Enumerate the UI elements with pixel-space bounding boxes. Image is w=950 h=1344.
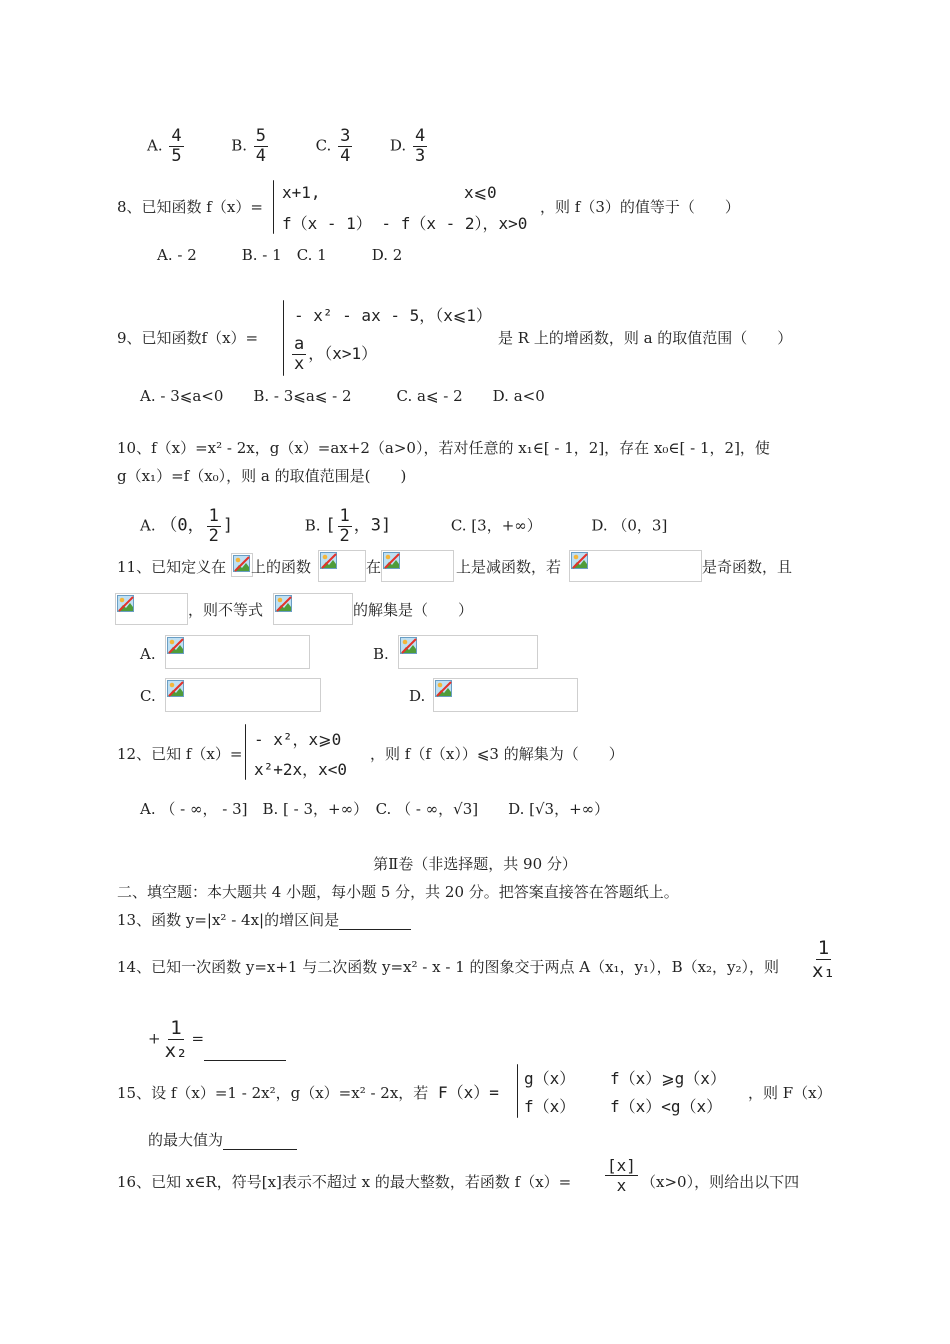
option-d-label: D. bbox=[389, 136, 407, 155]
q9-fraction: $\frac{a}{x}$ bbox=[294, 334, 305, 374]
q12-suffix: ，则 f（f（x））⩽3 的解集为（ ） bbox=[370, 745, 624, 763]
option-b-fraction: $\frac{5}{4}$ bbox=[255, 126, 267, 166]
q16-fraction: $\frac{[x]}{x}$ bbox=[607, 1156, 636, 1195]
answer-blank bbox=[204, 1044, 286, 1061]
q16-prefix: 16、已知 x∈R，符号[x]表示不超过 x 的最大整数，若函数 f（x）= bbox=[117, 1173, 572, 1191]
q11-option-d: D. bbox=[409, 687, 426, 705]
q14-line2: + $\frac{1}{\text{x₂}}$ = bbox=[148, 1018, 286, 1061]
broken-image-icon bbox=[231, 553, 253, 577]
q11-text-7: 的解集是（ ） bbox=[353, 601, 474, 619]
left-brace-icon bbox=[512, 1062, 522, 1120]
q14-text: 14、已知一次函数 y=x+1 与二次函数 y=x² - x - 1 的图象交于两点 A（x₁，y₁），B（x₂，y₂），则 bbox=[117, 958, 780, 976]
q9-options: A. - 3⩽a<0 B. - 3⩽a⩽ - 2 C. a⩽ - 2 D. a<0 bbox=[140, 387, 545, 405]
q8-piecewise: x+1, x⩽0 f（x - 1） - f（x - 2），x>0 bbox=[268, 178, 538, 236]
answer-blank bbox=[339, 913, 411, 930]
option-c-fraction: $\frac{3}{4}$ bbox=[340, 126, 351, 166]
broken-image-icon bbox=[165, 635, 310, 669]
q11-option-a: A. bbox=[140, 645, 156, 663]
q8-options: A. - 2 B. - 1 C. 1 D. 2 bbox=[157, 246, 403, 264]
q11-text-6: ，则不等式 bbox=[188, 601, 264, 619]
q8-prefix: 8、已知函数 f（x）= bbox=[117, 198, 263, 216]
option-c-label: C. bbox=[315, 136, 332, 155]
q9-prefix: 9、已知函数f（x）= bbox=[117, 329, 259, 347]
q10-line2: g（x₁）=f（x₀），则 a 的取值范围是( ) bbox=[117, 467, 407, 485]
q15-prefix: 15、设 f（x）=1 - 2x²，g（x）=x² - 2x，若 bbox=[117, 1084, 429, 1102]
broken-image-icon bbox=[398, 635, 538, 669]
option-a-fraction: $\frac{4}{5}$ bbox=[171, 126, 182, 166]
q9-piecewise: - x² - ax - 5，（x⩽1） $\frac{a}{x}$ ，（x>1） bbox=[278, 298, 493, 378]
q15-suffix: ，则 F（x） bbox=[748, 1084, 832, 1102]
q11-text-1: 11、已知定义在 bbox=[117, 558, 227, 576]
broken-image-icon bbox=[318, 550, 366, 582]
q11-text-5: 是奇函数，且 bbox=[702, 558, 793, 576]
left-brace-icon bbox=[240, 722, 250, 782]
broken-image-icon bbox=[381, 550, 454, 582]
option-b-label: B. bbox=[231, 136, 247, 155]
q14-fraction-1: $\frac{1}{\text{x₁}}$ bbox=[812, 937, 835, 982]
q11-text-3: 在 bbox=[366, 558, 382, 576]
broken-image-icon bbox=[433, 678, 578, 712]
broken-image-icon bbox=[273, 593, 353, 625]
q11-option-b: B. bbox=[373, 645, 389, 663]
q11-text-2: 上的函数 bbox=[251, 558, 312, 576]
q9-suffix: 是 R 上的增函数，则 a 的取值范围（ ） bbox=[498, 329, 793, 347]
q12-piecewise: - x²，x⩾0 x²+2x，x<0 bbox=[240, 722, 370, 782]
q12-prefix: 12、已知 f（x）= bbox=[117, 745, 243, 763]
broken-image-icon bbox=[165, 678, 321, 712]
q15-line2: 的最大值为 bbox=[148, 1130, 297, 1150]
option-a-label: A. bbox=[147, 136, 163, 155]
q15-piecewise: g（x） f（x）⩾g（x） f（x） f（x）<g（x） bbox=[512, 1062, 748, 1120]
q12-options: A. （ - ∞， - 3] B. [ - 3，+∞） C. （ - ∞，√3] D. [√3，+∞） bbox=[140, 800, 610, 818]
q11-option-c: C. bbox=[140, 687, 156, 705]
section-title: 第Ⅱ卷（非选择题，共 90 分） bbox=[373, 855, 577, 873]
broken-image-icon bbox=[115, 593, 188, 625]
q11-text-4: 上是减函数，若 bbox=[456, 558, 562, 576]
broken-image-icon bbox=[569, 550, 702, 582]
q7-options bbox=[147, 128, 429, 165]
q13: 13、函数 y=|x² - 4x|的增区间是 bbox=[117, 910, 411, 930]
left-brace-icon bbox=[278, 298, 288, 378]
q16-suffix: （x>0），则给出以下四 bbox=[641, 1173, 800, 1191]
q10-line1: 10、f（x）=x² - 2x，g（x）=ax+2（a>0），若对任意的 x₁∈[ - 1，2]，存在 x₀∈[ - 1，2]，使 bbox=[117, 439, 770, 457]
option-d-fraction: $\frac{4}{3}$ bbox=[414, 126, 426, 166]
left-brace-icon bbox=[268, 178, 278, 236]
q15-fname: F（x）= bbox=[438, 1083, 499, 1102]
answer-blank bbox=[223, 1133, 297, 1150]
q8-suffix: ，则 f（3）的值等于（ ） bbox=[540, 198, 740, 216]
section-intro: 二、填空题：本大题共 4 小题，每小题 5 分，共 20 分。把答案直接答在答题纸上。 bbox=[117, 883, 679, 901]
q10-options: A. （0， $\frac{1}{2}$ ] B. [ $\frac{1}{2}$ ，3] C. [3，+∞） D. （0，3] bbox=[140, 506, 668, 546]
